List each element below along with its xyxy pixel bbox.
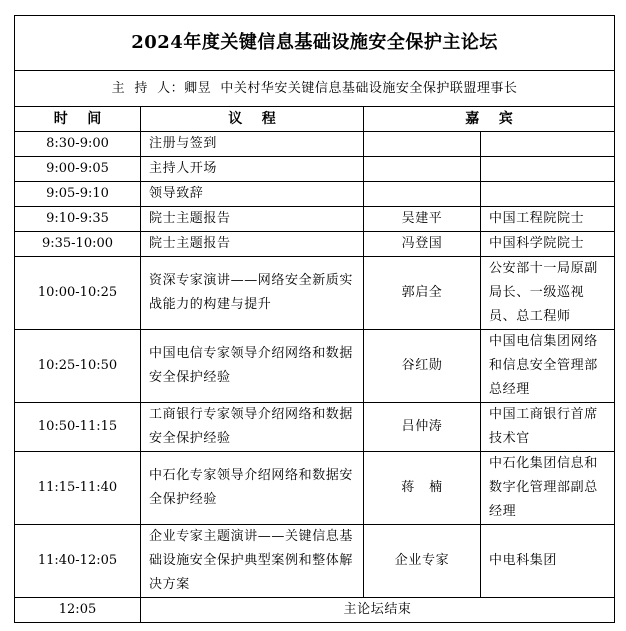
row-time: 9:10-9:35 [15, 207, 141, 232]
table-row [15, 452, 615, 525]
row-org: 中国工程院院士 [481, 207, 615, 232]
row-org: 中石化集团信息和数字化管理部副总经理 [481, 452, 615, 525]
row-speaker: 吕仲涛 [364, 403, 481, 452]
row-topic: 中石化专家领导介绍网络和数据安全保护经验 [141, 452, 364, 525]
closing-text: 主论坛结束 [141, 598, 615, 623]
host-row [15, 71, 615, 107]
row-topic: 企业专家主题演讲——关键信息基础设施安全保护典型案例和整体解决方案 [141, 525, 364, 598]
row-speaker: 谷红勋 [364, 330, 481, 403]
row-org [481, 132, 615, 157]
agenda-table [14, 15, 615, 623]
row-time: 9:05-9:10 [15, 182, 141, 207]
table-row [15, 182, 615, 207]
page-title: 2024年度关键信息基础设施安全保护主论坛 [15, 16, 615, 71]
row-topic: 注册与签到 [141, 132, 364, 157]
header-row [15, 107, 615, 132]
table-row [15, 232, 615, 257]
row-org: 中国电信集团网络和信息安全管理部总经理 [481, 330, 615, 403]
agenda-document [14, 15, 614, 623]
row-org [481, 157, 615, 182]
row-org: 公安部十一局原副局长、一级巡视员、总工程师 [481, 257, 615, 330]
table-row [15, 132, 615, 157]
closing-row [15, 598, 615, 623]
table-row [15, 257, 615, 330]
table-row [15, 157, 615, 182]
row-topic: 领导致辞 [141, 182, 364, 207]
row-speaker: 企业专家 [364, 525, 481, 598]
row-topic: 工商银行专家领导介绍网络和数据安全保护经验 [141, 403, 364, 452]
row-speaker: 郭启全 [364, 257, 481, 330]
closing-time: 12:05 [15, 598, 141, 623]
row-speaker: 吴建平 [364, 207, 481, 232]
host-line: 主 持 人：卿昱 中关村华安关键信息基础设施安全保护联盟理事长 [15, 71, 615, 107]
row-time: 10:50-11:15 [15, 403, 141, 452]
table-row [15, 330, 615, 403]
row-time: 8:30-9:00 [15, 132, 141, 157]
row-time: 9:35-10:00 [15, 232, 141, 257]
row-time: 11:40-12:05 [15, 525, 141, 598]
row-org: 中国科学院院士 [481, 232, 615, 257]
row-topic: 中国电信专家领导介绍网络和数据安全保护经验 [141, 330, 364, 403]
row-time: 9:00-9:05 [15, 157, 141, 182]
row-topic: 院士主题报告 [141, 207, 364, 232]
title-row [15, 16, 615, 71]
header-time: 时 间 [15, 107, 141, 132]
row-speaker [364, 157, 481, 182]
row-time: 11:15-11:40 [15, 452, 141, 525]
header-guest: 嘉 宾 [364, 107, 615, 132]
header-agenda: 议 程 [141, 107, 364, 132]
row-topic: 院士主题报告 [141, 232, 364, 257]
row-org: 中国工商银行首席技术官 [481, 403, 615, 452]
table-row [15, 525, 615, 598]
table-row [15, 207, 615, 232]
row-org: 中电科集团 [481, 525, 615, 598]
row-topic: 主持人开场 [141, 157, 364, 182]
table-row [15, 403, 615, 452]
row-time: 10:00-10:25 [15, 257, 141, 330]
row-speaker [364, 132, 481, 157]
row-speaker: 冯登国 [364, 232, 481, 257]
row-org [481, 182, 615, 207]
row-speaker [364, 182, 481, 207]
row-topic: 资深专家演讲——网络安全新质实战能力的构建与提升 [141, 257, 364, 330]
row-time: 10:25-10:50 [15, 330, 141, 403]
row-speaker: 蒋 楠 [364, 452, 481, 525]
